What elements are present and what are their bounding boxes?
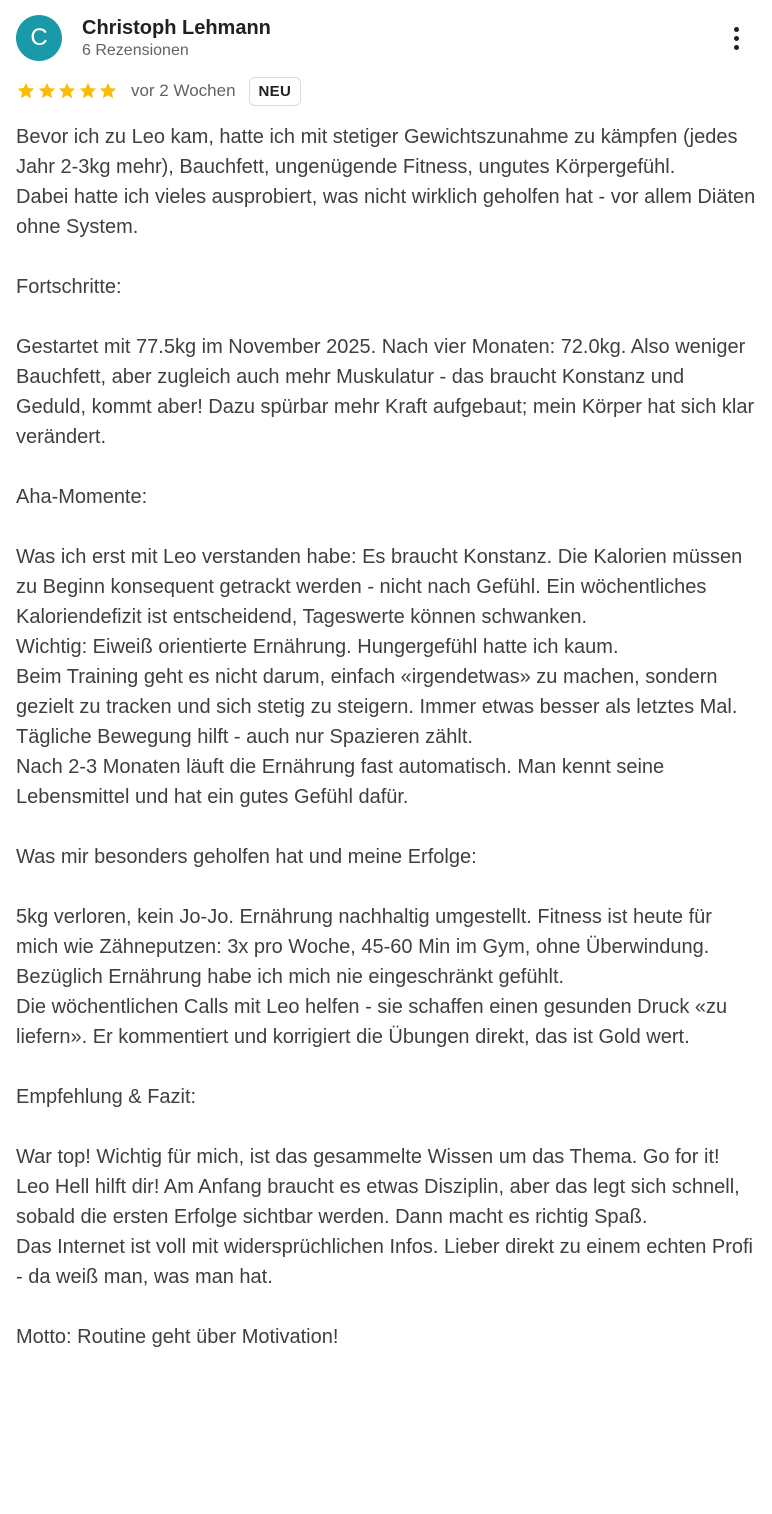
paragraph-spacer [16,872,756,902]
review-paragraph: Das Internet ist voll mit widersprüchlichen Infos. Lieber direkt zu einem echten Profi - da weiß man, was man hat. [16,1236,754,1288]
star-icon [78,81,98,101]
paragraph-spacer [16,242,756,272]
review-paragraph: Nach 2-3 Monaten läuft die Ernährung fast automatisch. Man kennt seine Lebensmittel und hat ein gutes Gefühl dafür. [16,756,665,808]
avatar[interactable]: C [16,15,62,61]
review-paragraph: 5kg verloren, kein Jo-Jo. Ernährung nachhaltig umgestellt. Fitness ist heute für mich wie Zähneputzen: 3x pro Woche, 45-60 Min im Gym, ohne Überwindung. [16,906,712,958]
more-vertical-icon [734,45,739,50]
review-paragraph: Dabei hatte ich vieles ausprobiert, was nicht wirklich geholfen hat - vor allem Diäten ohne System. [16,186,756,238]
paragraph-spacer [16,1292,756,1322]
paragraph-spacer [16,1112,756,1142]
star-icon [16,81,36,101]
review-paragraph: Die wöchentlichen Calls mit Leo helfen - sie schaffen einen gesunden Druck «zu liefern». Er kommentiert und korrigiert die Übungen direkt, das ist Gold wert. [16,996,728,1048]
review-paragraph: Gestartet mit 77.5kg im November 2025. Nach vier Monaten: 72.0kg. Also weniger Bauchfett, aber zugleich auch mehr Muskulatur - das braucht Konstanz und Geduld, kommt aber! Dazu spürbar mehr Kraft aufgebaut; mein Körper hat sich klar verändert. [16,336,755,448]
paragraph-spacer [16,512,756,542]
new-badge: NEU [249,77,302,106]
paragraph-spacer [16,452,756,482]
paragraph-spacer [16,1052,756,1082]
author-name[interactable]: Christoph Lehmann [82,16,271,39]
review-paragraph: Was mir besonders geholfen hat und meine Erfolge: [16,846,477,868]
review-paragraph: Wichtig: Eiweiß orientierte Ernährung. Hungergefühl hatte ich kaum. [16,636,619,658]
review-paragraph: Was ich erst mit Leo verstanden habe: Es braucht Konstanz. Die Kalorien müssen zu Beginn konsequent getrackt werden - nicht nach Gefühl. Ein wöchentliches Kaloriendefizit ist entscheidend, Tageswerte können schwanken. [16,546,743,628]
review-paragraph: Beim Training geht es nicht darum, einfach «irgendetwas» zu machen, sondern gezielt zu tracken und sich stetig zu steigern. Immer etwas besser als letztes Mal. [16,666,738,718]
star-icon [98,81,118,101]
review-paragraph: War top! Wichtig für mich, ist das gesammelte Wissen um das Thema. Go for it! Leo Hell hilft dir! Am Anfang braucht es etwas Disziplin, aber das legt sich schnell, sobald die ersten Erfolge sichtbar werden. Dann macht es richtig Spaß. [16,1146,740,1228]
more-vertical-icon [734,36,739,41]
review-paragraph: Motto: Routine geht über Motivation! [16,1326,339,1348]
author-info [82,16,271,61]
star-icon [57,81,77,101]
review-paragraph: Tägliche Bewegung hilft - auch nur Spazieren zählt. [16,726,473,748]
review-paragraph: Empfehlung & Fazit: [16,1086,197,1108]
more-vertical-icon [734,27,739,32]
review-header [16,12,756,64]
more-options-button[interactable] [724,22,748,54]
paragraph-spacer [16,812,756,842]
author-review-count: 6 Rezensionen [82,41,189,59]
review-time: vor 2 Wochen [130,81,236,100]
review-paragraph: Bezüglich Ernährung habe ich mich nie eingeschränkt gefühlt. [16,966,565,988]
review-paragraph: Fortschritte: [16,276,122,298]
review-paragraph: Aha-Momente: [16,486,148,508]
star-icon [37,81,57,101]
review-paragraph: Bevor ich zu Leo kam, hatte ich mit stetiger Gewichtszunahme zu kämpfen (jedes Jahr 2-3kg mehr), Bauchfett, ungenügende Fitness, ungutes Körpergefühl. [16,126,738,178]
star-rating [16,81,119,101]
rating-row [16,74,756,108]
review-text [16,122,756,1352]
paragraph-spacer [16,302,756,332]
